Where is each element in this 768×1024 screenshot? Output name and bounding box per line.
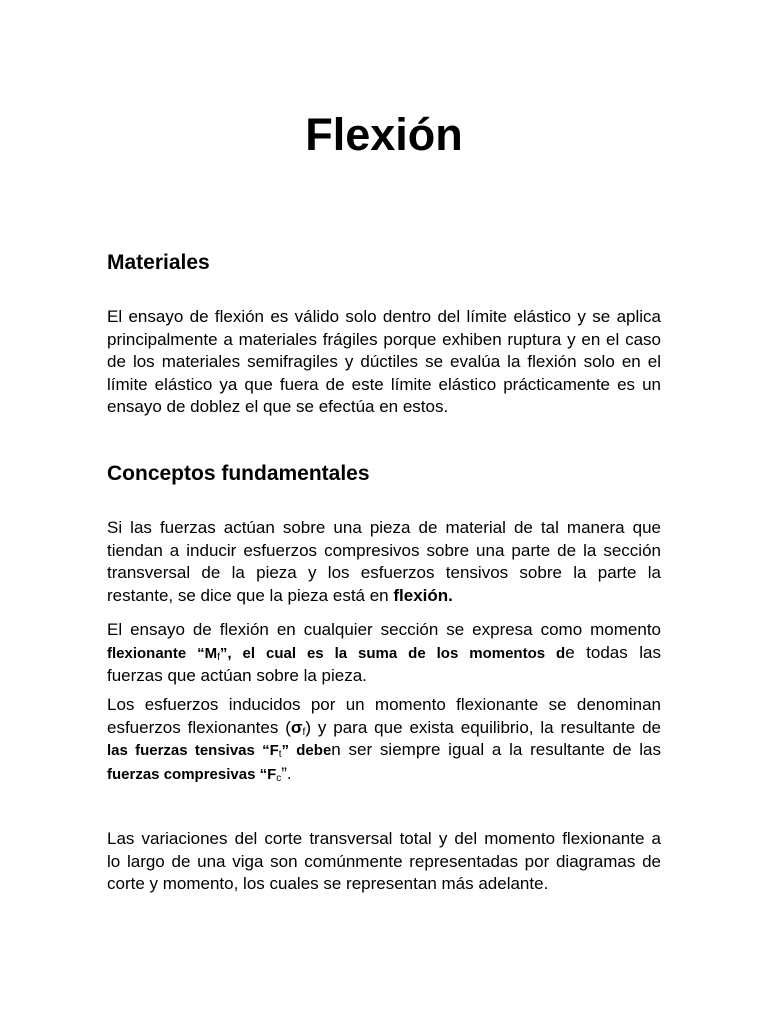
paragraph-variaciones-corte xyxy=(107,828,661,896)
text-line xyxy=(107,763,661,787)
text-line: límite elástico ya que fuera de este límite elástico prácticamente es un xyxy=(107,374,661,394)
text-line: El ensayo de flexión en cualquier sección se expresa como momento xyxy=(107,620,661,639)
subscript-c: c xyxy=(276,772,282,784)
section-heading-materiales: Materiales xyxy=(107,251,210,274)
text-line: Los esfuerzos inducidos por un momento flexionante se denominan xyxy=(107,695,661,714)
text-line: corte y momento, los cuales se representan más adelante. xyxy=(107,874,549,894)
text-line: El ensayo de flexión es válido solo dentro del límite elástico y se aplica xyxy=(107,307,661,326)
bold-term-fuerzas-tensivas: las fuerzas tensivas “F xyxy=(107,742,279,760)
paragraph-esfuerzos-flexionantes xyxy=(107,694,661,786)
document-title: Flexión xyxy=(305,109,463,160)
text-run: e todas las xyxy=(565,642,661,662)
text-line xyxy=(107,739,661,763)
text-line: ensayo de doblez el que se efectúa en estos. xyxy=(107,397,449,417)
text-line xyxy=(107,585,661,608)
bold-term-fuerzas-compresivas: fuerzas compresivas “F xyxy=(107,765,277,783)
text-line: lo largo de una viga son comúnmente representadas por diagramas de xyxy=(107,851,661,871)
subscript-f: f xyxy=(302,726,306,738)
text-line: tiendan a inducir esfuerzos compresivos sobre una parte de la sección xyxy=(107,540,661,560)
text-run: ”. xyxy=(281,763,292,783)
bold-term-flexionante: flexionante “M xyxy=(107,644,218,662)
paragraph-materiales xyxy=(107,306,661,419)
text-line: Si las fuerzas actúan sobre una pieza de material de tal manera que xyxy=(107,518,661,537)
bold-term-flexion: flexión. xyxy=(393,585,453,605)
paragraph-momento-flexionante xyxy=(107,619,661,688)
bold-term-deben: ” debe xyxy=(281,742,332,760)
text-line xyxy=(107,717,661,740)
text-run: n ser siempre igual a la resultante de las xyxy=(331,740,661,760)
paragraph-flexion-definition xyxy=(107,517,661,607)
text-line: fuerzas que actúan sobre la pieza. xyxy=(107,666,367,686)
text-line: principalmente a materiales frágiles porque exhiben ruptura y en el caso xyxy=(107,329,661,349)
sigma-symbol: σ xyxy=(290,717,303,737)
text-line xyxy=(107,642,661,666)
bold-term-suma-momentos: ”, el cual es la suma de los momentos d xyxy=(219,644,566,662)
text-run: esfuerzos flexionantes ( xyxy=(107,717,291,737)
text-line: Las variaciones del corte transversal total y del momento flexionante a xyxy=(107,829,661,848)
text-run: restante, se dice que la pieza está en xyxy=(107,585,394,605)
text-line: de los materiales semifragiles y dúctiles se evalúa la flexión solo en el xyxy=(107,352,661,372)
section-heading-conceptos: Conceptos fundamentales xyxy=(107,462,370,485)
text-run: ) y para que exista equilibrio, la resultante de xyxy=(305,717,661,737)
subscript-f: f xyxy=(217,651,220,663)
text-line: transversal de la pieza y los esfuerzos tensivos sobre la parte la xyxy=(107,563,661,583)
subscript-t: t xyxy=(278,749,282,761)
